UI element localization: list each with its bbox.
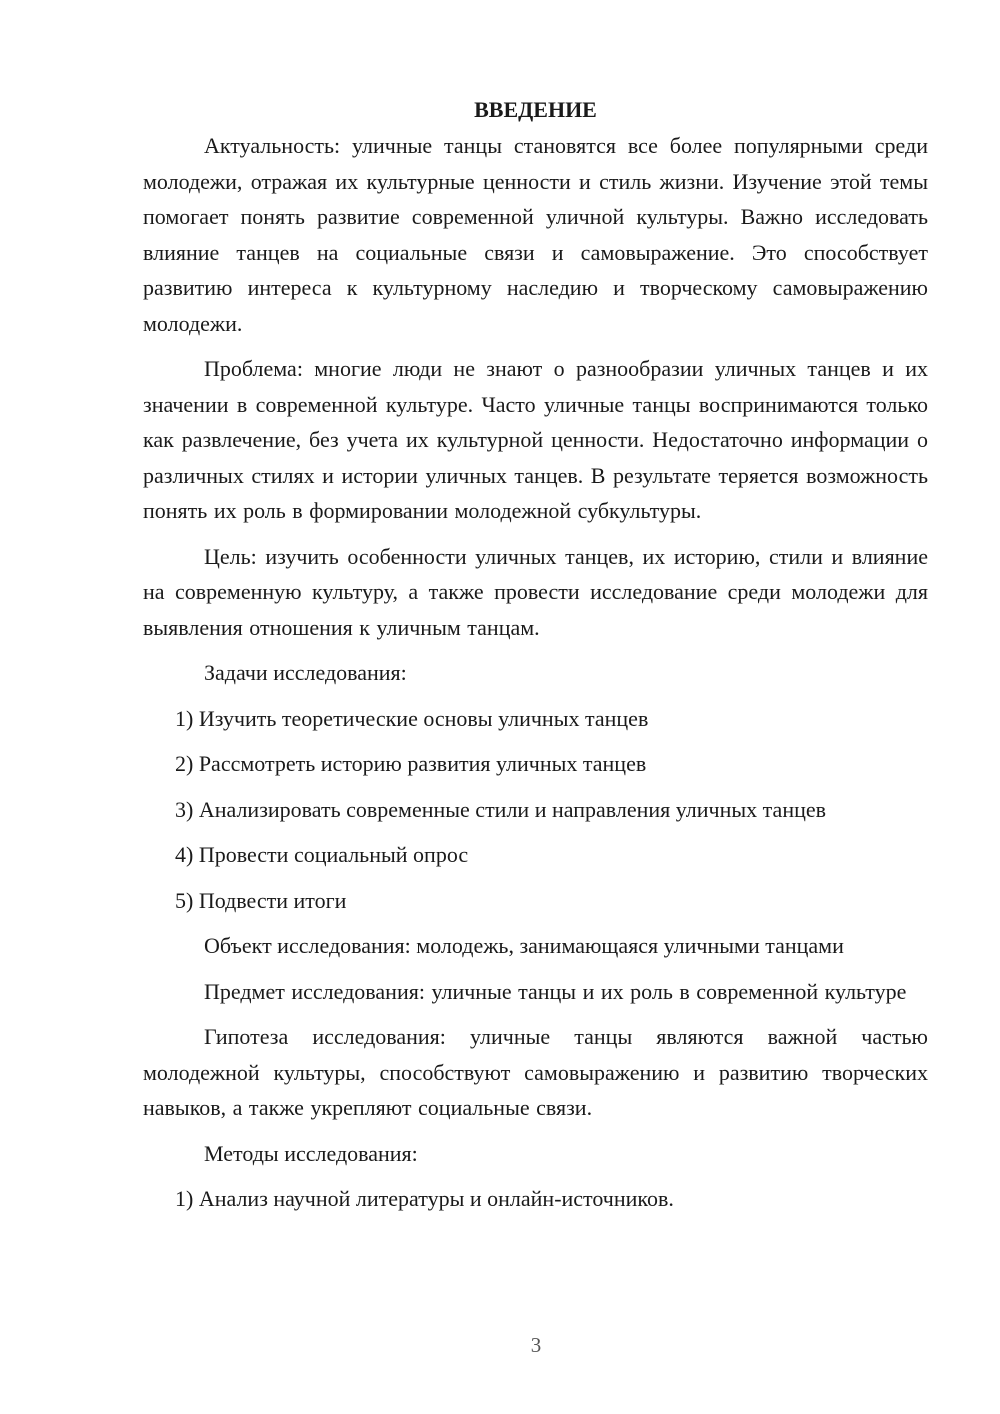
hypothesis-paragraph: Гипотеза исследования: уличные танцы являются важной частью молодежной культуры, способствуют самовыражению и развитию творческих навыков, а также укрепляют социальные связи. — [143, 1024, 928, 1120]
document-page — [143, 92, 928, 1217]
methods-heading: Методы исследования: — [204, 1140, 418, 1166]
goal-paragraph: Цель: изучить особенности уличных танцев, их историю, стили и влияние на современную культуру, а также провести исследование среди молодежи для выявления отношения к уличным танцам. — [143, 543, 928, 640]
tasks-heading: Задачи исследования: — [204, 660, 407, 685]
method-item: 1) Анализ научной литературы и онлайн-источников. — [175, 1186, 674, 1211]
task-item: 4) Провести социальный опрос — [175, 842, 469, 867]
page-title: ВВЕДЕНИЕ — [474, 97, 597, 122]
task-item: 3) Анализировать современные стили и направления уличных танцев — [175, 796, 827, 822]
task-item: 2) Рассмотреть историю развития уличных танцев — [175, 751, 647, 776]
relevance-paragraph: Актуальность: уличные танцы становятся все более популярными среди молодежи, отражая их культурные ценности и стиль жизни. Изучение этой темы помогает понять развитие современной уличной культуры. Важно исследовать влияние танцев на социальные связи и самовыражение. Это способствует развитию интереса к культурному наследию и творческому самовыражению молодежи. — [143, 133, 928, 336]
task-item: 5) Подвести итоги — [175, 887, 347, 913]
subject-paragraph: Предмет исследования: уличные танцы и их роль в современной культуре — [204, 978, 907, 1004]
problem-paragraph: Проблема: многие люди не знают о разнообразии уличных танцев и их значении в современной культуре. Часто уличные танцы воспринимаются только как развлечение, без учета их культурной ценности. Недостаточно информации о различных стилях и истории уличных танцев. В результате теряется возможность понять их роль в формировании молодежной субкультуры. — [143, 356, 928, 523]
task-item: 1) Изучить теоретические основы уличных танцев — [175, 705, 649, 731]
object-paragraph: Объект исследования: молодежь, занимающаяся уличными танцами — [204, 933, 844, 958]
page-number: 3 — [530, 1333, 542, 1357]
